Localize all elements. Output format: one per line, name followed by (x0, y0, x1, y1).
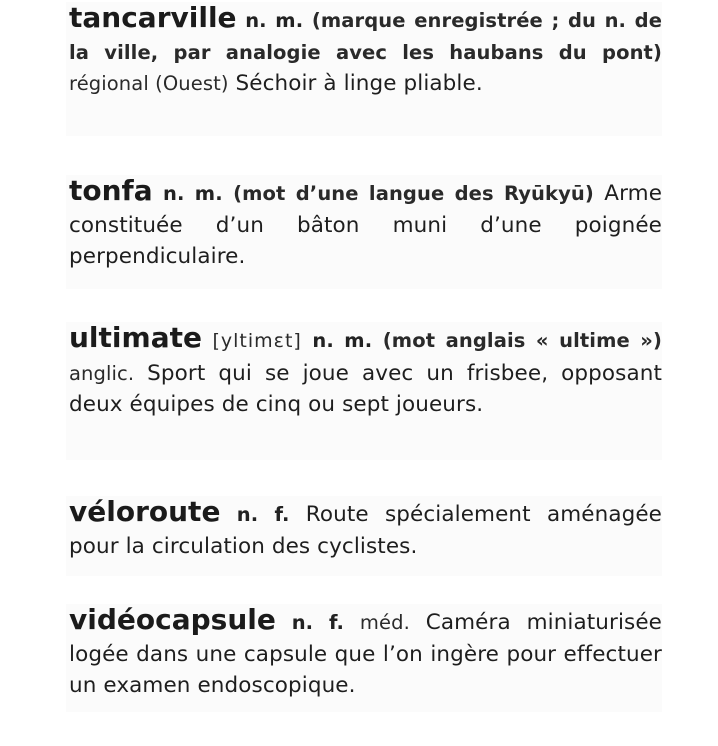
headword: vidéocapsule (69, 603, 276, 636)
grammar-label: n. f. (291, 611, 345, 634)
usage-register: anglic. (69, 361, 135, 385)
etymology: (mot anglais « ultime ») (382, 329, 663, 352)
headword: tancarville (69, 1, 237, 34)
definition: Sport qui se joue avec un frisbee, opposant deux équipes de cinq ou sept joueurs. (69, 360, 662, 417)
headword: tonfa (69, 174, 153, 207)
grammar-label: n. m. (312, 329, 373, 352)
definition: Caméra miniaturisée logée dans une capsule que l’on ingère pour effectuer un examen endoscopique. (69, 610, 662, 698)
grammar-label: n. m. (245, 9, 304, 32)
grammar-label: n. m. (163, 182, 223, 205)
dictionary-entry (66, 496, 662, 576)
dictionary-entry (66, 2, 662, 136)
definition: Route spécialement aménagée pour la circulation des cyclistes. (69, 502, 663, 559)
dictionary-entry (66, 604, 662, 712)
etymology: (marque enregistrée ; du n. de la ville, par analogie avec les haubans du pont) (69, 9, 663, 64)
definition: Arme constituée d’un bâton muni d’une poignée perpendiculaire. (69, 181, 663, 269)
usage-register: méd. (359, 611, 410, 634)
headword: ultimate (69, 321, 202, 354)
pronunciation: [yltimɛt] (212, 330, 302, 352)
grammar-label: n. f. (236, 503, 290, 526)
headword: véloroute (69, 495, 221, 528)
dictionary-entry (66, 322, 662, 460)
dictionary-entry (66, 175, 662, 289)
usage-register: régional (Ouest) (69, 72, 229, 95)
etymology: (mot d’une langue des Ryūkyū) (233, 182, 594, 205)
definition: Séchoir à linge pliable. (235, 71, 483, 96)
